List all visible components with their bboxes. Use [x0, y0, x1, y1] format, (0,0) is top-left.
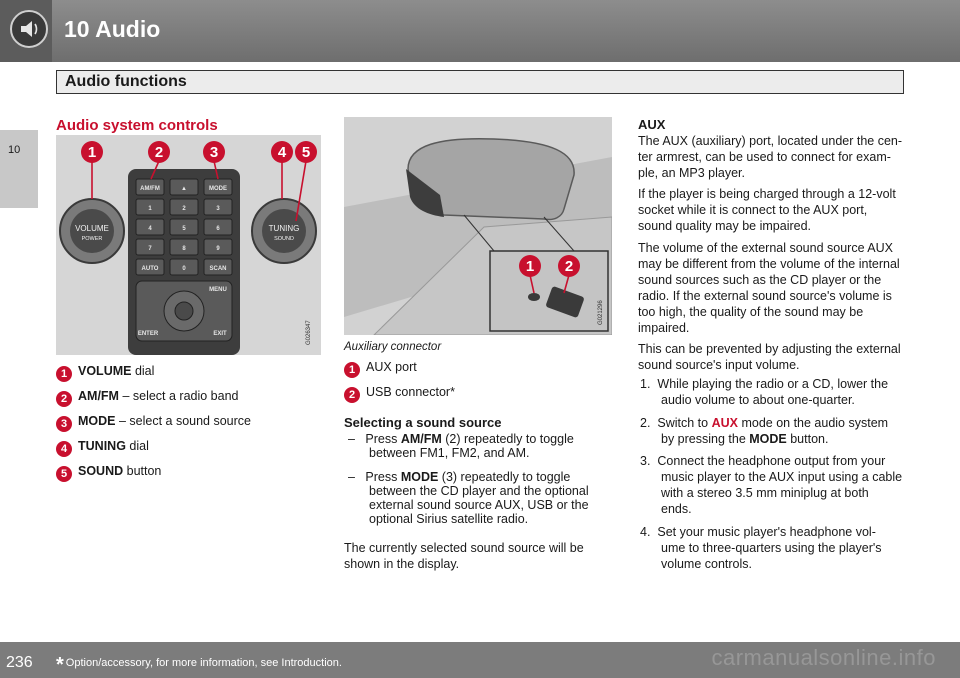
section-heading-controls: Audio system controls — [56, 117, 218, 134]
subheading-selecting-source: Selecting a sound source — [344, 415, 502, 430]
footnote: * Option/accessory, for more information, see Introduction. — [56, 654, 342, 676]
callout-4: 4 — [277, 144, 287, 161]
aux-paragraph-4: This can be prevented by adjusting the external sound source's input volume. — [638, 342, 901, 372]
callout-3: 3 — [209, 144, 219, 161]
chapter-title: 10 Audio — [64, 16, 161, 42]
page-number: 236 — [6, 654, 33, 671]
dash-item: – Press AM/FM (2) repeatedly to toggle between FM1, FM2, and AM. — [348, 432, 574, 460]
aux-paragraph-1: The AUX (auxiliary) port, located under the cen- ter armrest, can be used to connect for exam- ple, an MP3 player. — [638, 134, 903, 180]
key-7: 7 — [148, 246, 152, 252]
dash-item: – Press MODE (3) repeatedly to toggle between the CD player and the optional external sound source AUX, USB or the optional Sirius satellite radio. — [348, 470, 589, 526]
aux-heading: AUX — [638, 117, 666, 132]
key-0: 0 — [182, 266, 186, 272]
chapter-side-tab — [0, 130, 38, 208]
audio-controls-figure — [56, 135, 321, 355]
key-auto: AUTO — [141, 266, 159, 272]
legend-item: 2 AM/FM – select a radio band — [56, 389, 239, 407]
step-item: 2. Switch to AUX mode on the audio system by pressing the MODE button. — [640, 416, 889, 446]
side-tab-number: 10 — [8, 144, 21, 156]
key-8: 8 — [182, 246, 186, 252]
key-5: 5 — [182, 226, 186, 232]
aux-paragraph-2: If the player is being charged through a 12-volt socket while it is connect to the AUX port, sound quality may be impaired. — [638, 187, 896, 233]
legend-item: 4 TUNING dial — [56, 439, 149, 457]
aux-callout-2: 2 — [564, 258, 574, 275]
header-tab — [0, 0, 52, 62]
figure-code-aux: G021296 — [598, 300, 604, 325]
key-mode: MODE — [209, 186, 227, 192]
callout-5: 5 — [301, 144, 311, 161]
list-item: 2 USB connector* — [344, 385, 455, 403]
key-6: 6 — [216, 226, 220, 232]
callout-2: 2 — [154, 144, 164, 161]
speaker-icon — [10, 10, 48, 48]
aux-callout-1: 1 — [525, 258, 535, 275]
aux-connector-figure — [344, 117, 612, 335]
knob-sound-label: SOUND — [274, 236, 294, 242]
knob-tuning-label: TUNING — [268, 224, 300, 233]
key-9: 9 — [216, 246, 220, 252]
key-3: 3 — [216, 206, 220, 212]
closing-paragraph: The currently selected sound source will be shown in the display. — [344, 541, 584, 571]
figure-caption: Auxiliary connector — [344, 341, 442, 353]
key-enter: ENTER — [137, 331, 159, 337]
aux-paragraph-3: The volume of the external sound source AUX may be different from the volume of the internal sound sources such as the CD player or the radio. If the external sound source's volume is too high, the quality of the sound may be impaired. — [638, 241, 900, 335]
legend-item: 1 VOLUME dial — [56, 364, 154, 382]
figure-code: G026347 — [306, 320, 312, 345]
watermark: carmanualsonline.info — [711, 645, 936, 670]
step-item: 3. Connect the headphone output from your music player to the AUX input using a cable with a stereo 3.5 mm miniplug at both ends. — [640, 454, 903, 516]
step-item: 4. Set your music player's headphone vol- ume to three-quarters using the player's volume controls. — [640, 525, 882, 571]
key-menu: MENU — [209, 287, 227, 293]
step-item: 1. While playing the radio or a CD, lower the audio volume to about one-quarter. — [640, 377, 889, 407]
legend-item: 3 MODE – select a sound source — [56, 414, 251, 432]
key-exit: EXIT — [213, 331, 227, 337]
knob-power-label: POWER — [81, 236, 103, 242]
svg-text:▲: ▲ — [181, 186, 187, 192]
callout-1: 1 — [87, 144, 97, 161]
list-item: 1 AUX port — [344, 360, 417, 378]
section-title-box — [56, 70, 904, 94]
knob-volume-label: VOLUME — [75, 224, 109, 233]
key-2: 2 — [182, 206, 186, 212]
legend-item: 5 SOUND button — [56, 464, 161, 482]
key-am-fm: AM/FM — [140, 186, 160, 192]
key-1: 1 — [148, 206, 152, 212]
key-scan: SCAN — [209, 266, 227, 272]
section-title: Audio functions — [65, 73, 187, 90]
chapter-header — [0, 0, 960, 62]
key-4: 4 — [148, 226, 152, 232]
